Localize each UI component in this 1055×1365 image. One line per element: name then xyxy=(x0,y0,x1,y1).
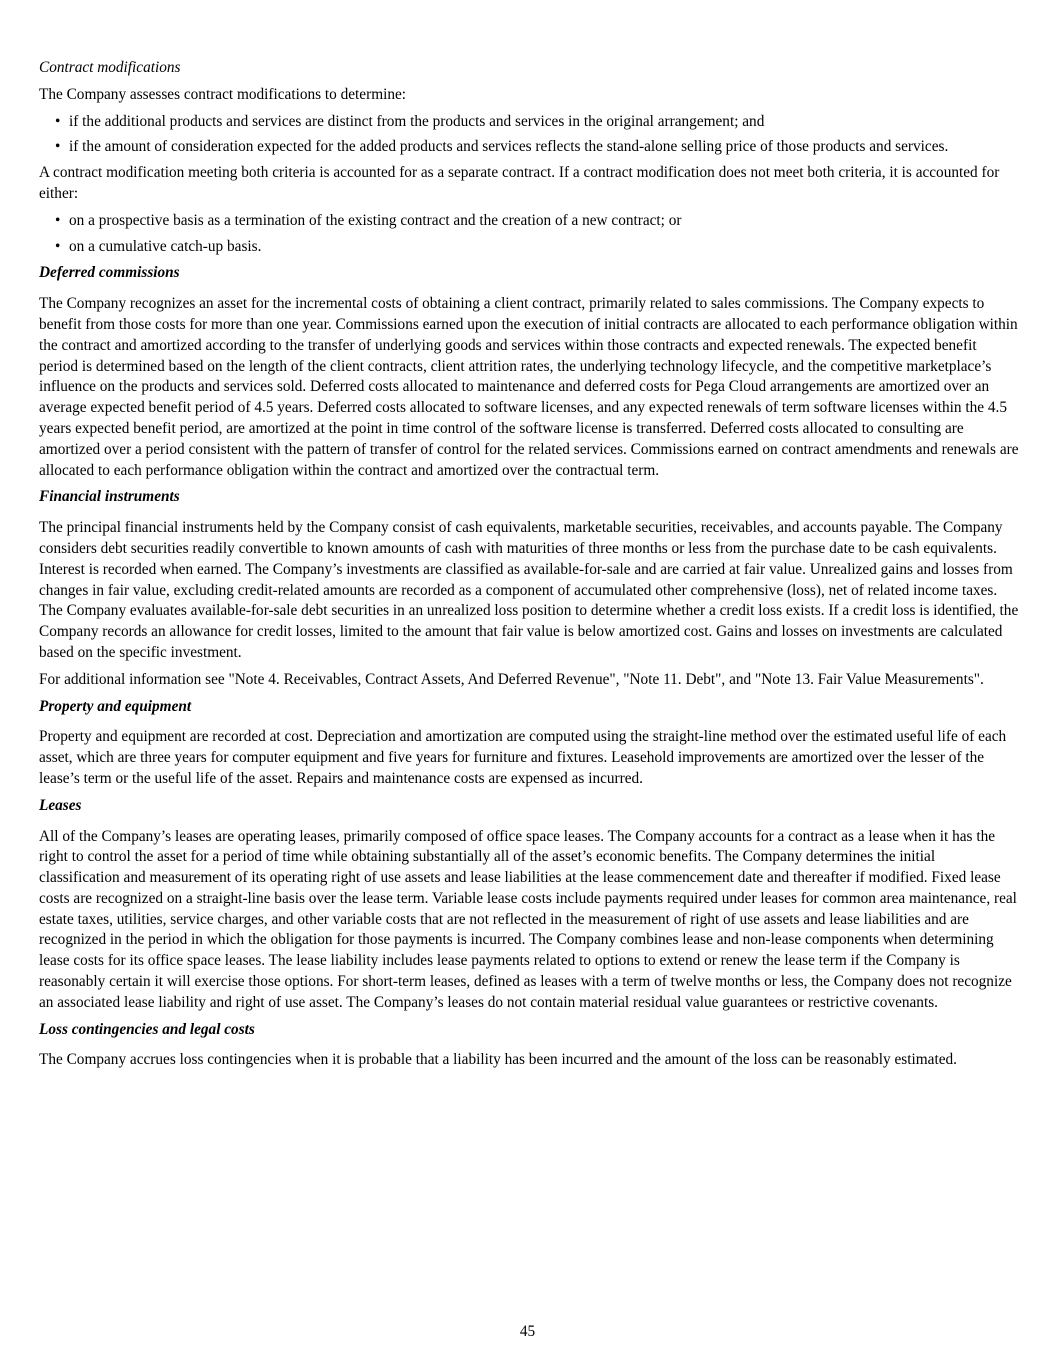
deferred-commissions-body: The Company recognizes an asset for the incremental costs of obtaining a client contract, primarily related to sales commissions. The Company expects to benefit from those costs for more than one year. Commissions earned upon the execution of initial contracts are allocated to each performance obligation within the contract and amortized according to the transfer of underlying goods and services within those contracts and expected renewals. The expected benefit period is determined based on the length of the client contracts, client attrition rates, the underlying technology lifecycle, and the competitive marketplace’s influence on the products and services sold. Deferred costs allocated to maintenance and deferred costs for Pega Cloud arrangements are amortized over an average expected benefit period of 4.5 years. Deferred costs allocated to software licenses, and any expected renewals of term software licenses within the 4.5 years expected benefit period, are amortized at the point in time control of the software license is transferred. Deferred costs allocated to consulting are amortized over a period consistent with the pattern of transfer of control for the related services. Commissions earned on contract amendments and renewals are allocated to each performance obligation within the contract and amortized over the contractual term. xyxy=(39,295,1019,479)
property-equipment-body: Property and equipment are recorded at cost. Depreciation and amortization are computed using the straight-line method over the estimated useful life of each asset, which are three years for computer equipment and five years for furniture and fixtures. Leasehold improvements are amortized over the lesser of the lease’s term or the useful life of the asset. Repairs and maintenance costs are expensed as incurred. xyxy=(39,728,1007,787)
heading-leases: Leases xyxy=(39,796,82,814)
loss-contingencies-body: The Company accrues loss contingencies when it is probable that a liability has been incurred and the amount of the loss can be reasonably estimated. xyxy=(39,1051,957,1069)
heading-contract-modifications: Contract modifications xyxy=(39,59,181,76)
heading-loss-contingencies: Loss contingencies and legal costs xyxy=(39,1020,255,1038)
list-item: • on a prospective basis as a termination of the existing contract and the creation of a new contract; or xyxy=(39,211,1019,232)
heading-financial-instruments: Financial instruments xyxy=(39,488,180,506)
modification-criteria-list xyxy=(39,112,1019,159)
modification-options-list xyxy=(39,211,1019,258)
leases-body: All of the Company’s leases are operating leases, primarily composed of office space leases. The Company accounts for a contract as a lease when it has the right to control the asset for a period of time while obtaining substantially all of the asset’s economic benefits. The Company determines the initial classification and measurement of its operating right of use assets and lease liabilities at the lease commencement date and thereafter if modified. Fixed lease costs are recognized on a straight-line basis over the lease term. Variable lease costs include payments required under leases for common area maintenance, real estate taxes, utilities, service charges, and other variable costs that are not reflected in the measurement of right of use assets and lease liabilities and are recognized in the period in which the obligation for those payments is incurred. The Company combines lease and non-lease components when determining lease costs for its office space leases. The lease liability includes lease payments related to options to extend or renew the lease term if the Company is reasonably certain it will exercise those options. For short-term leases, defined as leases with a term of twelve months or less, the Company does not recognize an associated lease liability and right of use asset. The Company’s leases do not contain material residual value guarantees or restrictive covenants. xyxy=(39,827,1017,1011)
heading-deferred-commissions: Deferred commissions xyxy=(39,264,180,282)
financial-instruments-reference: For additional information see "Note 4. Receivables, Contract Assets, And Deferred Revenue", "Note 11. Debt", and "Note 13. Fair Value Measurements". xyxy=(39,670,984,688)
list-item: • if the amount of consideration expected for the added products and services reflects the stand-alone selling price of those products and services. xyxy=(39,137,1019,158)
page-number: 45 xyxy=(519,1323,536,1340)
contract-modifications-accounting: A contract modification meeting both criteria is accounted for as a separate contract. If a contract modification does not meet both criteria, it is accounted for either: xyxy=(39,164,1000,202)
list-item: • if the additional products and services are distinct from the products and services in the original arrangement; and xyxy=(39,112,1019,133)
contract-modifications-intro: The Company assesses contract modifications to determine: xyxy=(39,85,407,103)
document-page xyxy=(39,58,1019,1077)
financial-instruments-body: The principal financial instruments held by the Company consist of cash equivalents, marketable securities, receivables, and accounts payable. The Company considers debt securities readily convertible to known amounts of cash with maturities of three months or less from the purchase date to be cash equivalents. Interest is recorded when earned. The Company’s investments are classified as available-for-sale and are carried at fair value. Unrealized gains and losses from changes in fair value, excluding credit-related amounts are recorded as a component of accumulated other comprehensive (loss), net of related income taxes. The Company evaluates available-for-sale debt securities in an unrealized loss position to determine whether a credit loss exists. If a credit loss is identified, the Company records an allowance for credit losses, limited to the amount that fair value is below amortized cost. Gains and losses on investments are calculated based on the specific investment. xyxy=(39,519,1019,661)
list-item: • on a cumulative catch-up basis. xyxy=(39,237,1019,258)
heading-property-equipment: Property and equipment xyxy=(39,697,192,715)
